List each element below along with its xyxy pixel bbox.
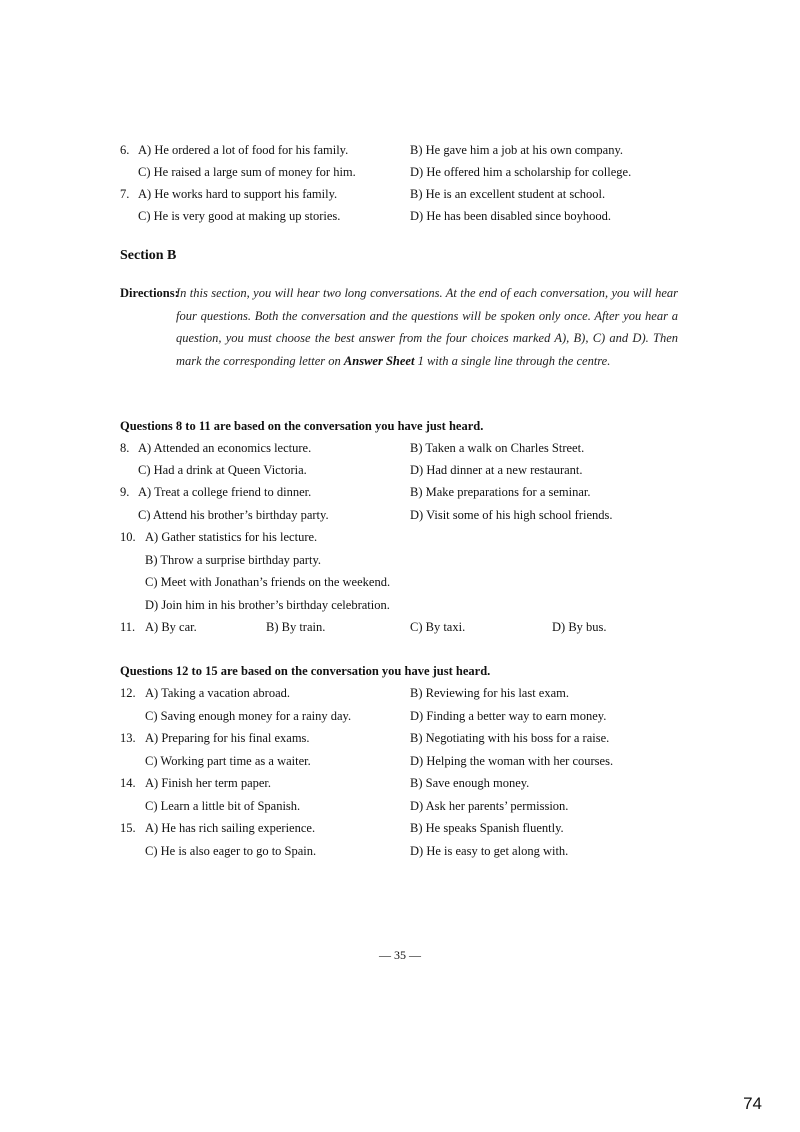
question-10-row-2 [0, 550, 800, 570]
directions-label: Directions: [120, 286, 179, 300]
option-d: D) Helping the woman with her courses. [410, 754, 614, 768]
question-number: 9. [120, 485, 130, 499]
option-a: A) He works hard to support his family. [138, 187, 338, 201]
option-a: A) Attended an economics lecture. [138, 441, 312, 455]
option-d: D) He has been disabled since boyhood. [410, 209, 611, 223]
directions-text [176, 282, 678, 372]
question-9-row-1 [0, 482, 800, 502]
option-d: D) Ask her parents’ permission. [410, 799, 569, 813]
question-number: 11. [120, 620, 136, 634]
directions-part-2: 1 with a single line through the centre. [417, 353, 611, 368]
question-number: 14. [120, 776, 136, 790]
corner-page-number: 74 [743, 1094, 762, 1113]
option-d: D) He is easy to get along with. [410, 844, 569, 858]
group-1-heading: Questions 8 to 11 are based on the conversation you have just heard. [120, 419, 484, 433]
option-b: B) Make preparations for a seminar. [410, 485, 591, 499]
option-d: D) Join him in his brother’s birthday celebration. [145, 598, 390, 612]
option-b: B) Taken a walk on Charles Street. [410, 441, 585, 455]
option-a: A) He has rich sailing experience. [145, 821, 316, 835]
question-15-row-2 [0, 841, 800, 861]
question-13-row-2 [0, 751, 800, 771]
question-number: 13. [120, 731, 136, 745]
question-number: 10. [120, 530, 136, 544]
option-d: D) By bus. [552, 620, 607, 634]
option-b: B) Throw a surprise birthday party. [145, 553, 322, 567]
question-number: 6. [120, 143, 130, 157]
section-title: Section B [120, 248, 177, 263]
option-b: B) He gave him a job at his own company. [410, 143, 624, 157]
question-number: 12. [120, 686, 136, 700]
option-d: D) Had dinner at a new restaurant. [410, 463, 583, 477]
option-a: A) Finish her term paper. [145, 776, 272, 790]
option-d: D) Visit some of his high school friends. [410, 508, 613, 522]
directions-bold: Answer Sheet [343, 353, 415, 368]
question-10-row-3 [0, 572, 800, 592]
question-12-row-1 [0, 683, 800, 703]
directions-part-1: In this section, you will hear two long conversations. At the end of each conversation, you will hear four questions. Both the conversation and the questions will be spoken only once. After you hear a question, you must choose the best answer from the four choices marked A), B), C) and D). Then mark the corresponding letter on [176, 286, 678, 368]
option-c: C) Had a drink at Queen Victoria. [138, 463, 307, 477]
question-13-row-1 [0, 728, 800, 748]
option-a: A) Taking a vacation abroad. [145, 686, 291, 700]
question-number: 15. [120, 821, 136, 835]
question-7-row-2 [0, 206, 800, 226]
option-b: B) Save enough money. [410, 776, 530, 790]
question-9-row-2 [0, 505, 800, 525]
page-number: — 35 — [379, 948, 421, 962]
question-7-row-1 [0, 184, 800, 204]
question-8-row-2 [0, 460, 800, 480]
option-a: A) Preparing for his final exams. [145, 731, 310, 745]
option-a: A) Gather statistics for his lecture. [145, 530, 318, 544]
question-14-row-2 [0, 796, 800, 816]
option-c: C) Learn a little bit of Spanish. [145, 799, 301, 813]
question-6-row-2 [0, 162, 800, 182]
question-10-row-4 [0, 595, 800, 615]
option-b: B) Reviewing for his last exam. [410, 686, 569, 700]
option-c: C) By taxi. [410, 620, 466, 634]
option-c: C) Attend his brother’s birthday party. [138, 508, 329, 522]
option-d: D) He offered him a scholarship for college. [410, 165, 632, 179]
option-c: C) Saving enough money for a rainy day. [145, 709, 352, 723]
option-c: C) He is also eager to go to Spain. [145, 844, 317, 858]
question-12-row-2 [0, 706, 800, 726]
question-14-row-1 [0, 773, 800, 793]
option-c: C) He raised a large sum of money for him. [138, 165, 356, 179]
question-number: 7. [120, 187, 130, 201]
option-c: C) He is very good at making up stories. [138, 209, 341, 223]
option-b: B) He speaks Spanish fluently. [410, 821, 564, 835]
question-10-row-1 [0, 527, 800, 547]
question-8-row-1 [0, 438, 800, 458]
group-2-heading: Questions 12 to 15 are based on the conversation you have just heard. [120, 664, 491, 678]
question-6-row-1 [0, 140, 800, 160]
option-c: C) Working part time as a waiter. [145, 754, 311, 768]
option-d: D) Finding a better way to earn money. [410, 709, 607, 723]
option-a: A) By car. [145, 620, 197, 634]
option-a: A) He ordered a lot of food for his family. [138, 143, 349, 157]
option-b: B) He is an excellent student at school. [410, 187, 606, 201]
option-b: B) By train. [266, 620, 326, 634]
option-b: B) Negotiating with his boss for a raise. [410, 731, 610, 745]
question-number: 8. [120, 441, 130, 455]
question-15-row-1 [0, 818, 800, 838]
question-11-row [0, 617, 800, 637]
option-c: C) Meet with Jonathan’s friends on the weekend. [145, 575, 391, 589]
option-a: A) Treat a college friend to dinner. [138, 485, 312, 499]
